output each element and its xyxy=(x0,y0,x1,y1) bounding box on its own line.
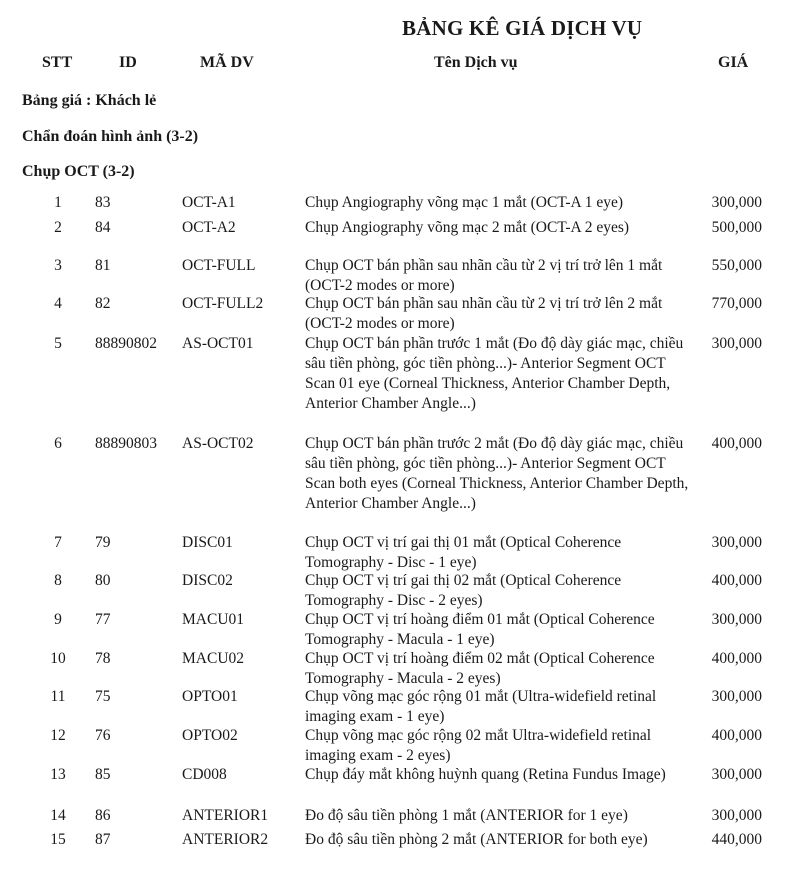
cell-stt: 5 xyxy=(54,335,62,352)
cell-name: Chụp OCT bán phần sau nhãn cầu từ 2 vị trí trở lên 2 mắt (OCT-2 modes or more) xyxy=(305,295,663,332)
cell-name: Chụp OCT vị trí hoàng điểm 02 mắt (Optical Coherence Tomography - Macula - 2 eyes) xyxy=(305,650,655,687)
cell-stt: 7 xyxy=(54,534,62,551)
cell-stt: 15 xyxy=(50,831,66,848)
cell-name: Chụp Angiography võng mạc 1 mắt (OCT-A 1 eye) xyxy=(305,194,623,211)
cell-id: 81 xyxy=(95,257,111,274)
cell-name: Chụp OCT bán phần trước 2 mắt (Đo độ dày giác mạc, chiều sâu tiền phòng, góc tiền phòng...)- Anterior Segment OCT Scan both eyes (Corneal Thickness, Anterior Chamber Depth, Anterior Chamber Angle...) xyxy=(305,435,689,512)
cell-code: OPTO02 xyxy=(182,727,238,744)
document-title: BẢNG KÊ GIÁ DỊCH VỤ xyxy=(402,16,643,40)
cell-name: Chụp OCT vị trí hoàng điểm 01 mắt (Optical Coherence Tomography - Macula - 1 eye) xyxy=(305,611,655,648)
cell-code: AS-OCT01 xyxy=(182,335,254,352)
cell-stt: 12 xyxy=(50,727,66,744)
column-header-name: Tên Dịch vụ xyxy=(434,54,518,71)
cell-id: 77 xyxy=(95,611,111,628)
cell-name: Chụp Angiography võng mạc 2 mắt (OCT-A 2 eyes) xyxy=(305,219,630,236)
cell-id: 82 xyxy=(95,295,111,312)
cell-code: ANTERIOR2 xyxy=(182,831,269,848)
cell-name: Chụp võng mạc góc rộng 02 mắt Ultra-widefield retinal imaging exam - 2 eyes) xyxy=(305,727,652,764)
cell-price: 400,000 xyxy=(711,572,762,589)
cell-name: Chụp OCT bán phần trước 1 mắt (Đo độ dày giác mạc, chiều sâu tiền phòng, góc tiền phòng...)- Anterior Segment OCT Scan 01 eye (Corneal Thickness, Anterior Chamber Depth, Anterior Chamber Angle...) xyxy=(305,335,684,412)
cell-id: 86 xyxy=(95,807,111,824)
cell-price: 300,000 xyxy=(711,688,762,705)
cell-price: 440,000 xyxy=(711,831,762,848)
column-header-stt: STT xyxy=(42,54,73,71)
cell-stt: 10 xyxy=(50,650,66,667)
cell-stt: 11 xyxy=(50,688,66,705)
cell-stt: 9 xyxy=(54,611,62,628)
cell-code: DISC01 xyxy=(182,534,233,551)
cell-stt: 6 xyxy=(54,435,62,452)
cell-stt: 2 xyxy=(54,219,62,236)
cell-id: 84 xyxy=(95,219,111,236)
cell-name: Chụp đáy mắt không huỳnh quang (Retina Fundus Image) xyxy=(305,766,666,783)
cell-price: 400,000 xyxy=(711,650,762,667)
cell-id: 76 xyxy=(95,727,111,744)
cell-code: MACU02 xyxy=(182,650,245,667)
cell-name: Đo độ sâu tiền phòng 1 mắt (ANTERIOR for 1 eye) xyxy=(305,807,628,824)
cell-stt: 13 xyxy=(50,766,66,783)
cell-id: 88890802 xyxy=(95,335,157,352)
column-header-price: GIÁ xyxy=(718,54,749,71)
price-list-label: Bảng giá : Khách lẻ xyxy=(22,92,157,109)
cell-id: 85 xyxy=(95,766,111,783)
cell-id: 78 xyxy=(95,650,111,667)
subcategory-heading: Chụp OCT (3-2) xyxy=(22,163,135,180)
cell-id: 83 xyxy=(95,194,111,211)
cell-price: 300,000 xyxy=(711,534,762,551)
cell-stt: 4 xyxy=(54,295,62,312)
cell-price: 770,000 xyxy=(711,295,762,312)
cell-code: OCT-A2 xyxy=(182,219,236,236)
cell-id: 87 xyxy=(95,831,111,848)
cell-price: 400,000 xyxy=(711,727,762,744)
cell-stt: 14 xyxy=(50,807,66,824)
cell-code: OCT-FULL xyxy=(182,257,256,274)
cell-id: 88890803 xyxy=(95,435,157,452)
category-heading: Chẩn đoán hình ảnh (3-2) xyxy=(22,128,199,145)
cell-id: 80 xyxy=(95,572,111,589)
cell-name: Đo độ sâu tiền phòng 2 mắt (ANTERIOR for both eye) xyxy=(305,831,648,848)
cell-code: CD008 xyxy=(182,766,227,783)
cell-price: 300,000 xyxy=(711,766,762,783)
cell-code: MACU01 xyxy=(182,611,245,628)
cell-name: Chụp OCT vị trí gai thị 01 mắt (Optical Coherence Tomography - Disc - 1 eye) xyxy=(305,534,622,571)
cell-id: 75 xyxy=(95,688,111,705)
cell-price: 300,000 xyxy=(711,194,762,211)
cell-code: DISC02 xyxy=(182,572,233,589)
cell-price: 400,000 xyxy=(711,435,762,452)
cell-code: ANTERIOR1 xyxy=(182,807,269,824)
cell-price: 300,000 xyxy=(711,335,762,352)
cell-id: 79 xyxy=(95,534,111,551)
cell-price: 300,000 xyxy=(711,807,762,824)
cell-stt: 8 xyxy=(54,572,62,589)
cell-price: 550,000 xyxy=(711,257,762,274)
cell-code: OCT-FULL2 xyxy=(182,295,264,312)
cell-stt: 1 xyxy=(54,194,62,211)
cell-name: Chụp OCT vị trí gai thị 02 mắt (Optical Coherence Tomography - Disc - 2 eyes) xyxy=(305,572,622,609)
cell-code: OPTO01 xyxy=(182,688,238,705)
cell-name: Chụp võng mạc góc rộng 01 mắt (Ultra-widefield retinal imaging exam - 1 eye) xyxy=(305,688,657,725)
cell-price: 500,000 xyxy=(711,219,762,236)
cell-stt: 3 xyxy=(54,257,62,274)
cell-code: AS-OCT02 xyxy=(182,435,254,452)
column-header-code: MÃ DV xyxy=(200,54,254,71)
cell-code: OCT-A1 xyxy=(182,194,236,211)
cell-name: Chụp OCT bán phần sau nhãn cầu từ 2 vị trí trở lên 1 mắt (OCT-2 modes or more) xyxy=(305,257,663,294)
cell-price: 300,000 xyxy=(711,611,762,628)
column-header-id: ID xyxy=(119,54,137,71)
